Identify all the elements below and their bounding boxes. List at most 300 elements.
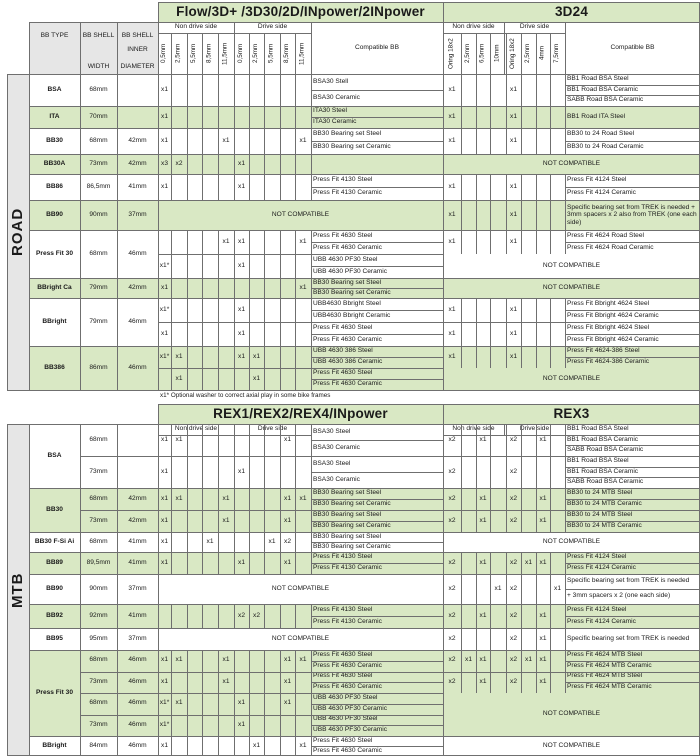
mark: x2 (448, 656, 456, 664)
mark: x2 (510, 634, 517, 642)
mark: x2 (510, 656, 517, 664)
compatible-bb: BB30 to 24 MTB Ceramic (567, 500, 642, 508)
bb-type: BBright Ca (37, 283, 72, 291)
compatible-bb: Press Fit 4124 Steel (567, 553, 627, 561)
bb-type: BB30 F-Si Ai (34, 537, 75, 545)
spacer-label: 2,5mm (174, 43, 182, 64)
mark: x1 (284, 494, 291, 502)
not-compatible: NOT COMPATIBLE (542, 741, 601, 749)
mark: x1 (525, 656, 532, 664)
road-non-drive-header: Non drive side (174, 23, 218, 31)
inner-diameter (117, 106, 158, 128)
compatible-bb: Press Fit 4630 Ceramic (313, 683, 382, 691)
mark: x2 (448, 467, 456, 475)
mark: x2 (510, 611, 517, 619)
compatible-bb: BB30 Bearing set Ceramic (313, 522, 391, 530)
spacer-label: 2,5mm (524, 43, 532, 64)
mark: x1 (448, 329, 456, 337)
mark: x2 (510, 677, 517, 685)
shell-width: 89,5mm (86, 558, 111, 566)
shell-width: 68mm (89, 494, 108, 502)
mtb-side-label: MTB (9, 572, 27, 608)
compatible-bb: BB30 Bearing set Steel (313, 130, 382, 138)
mark: x2 (448, 435, 456, 443)
bb-type: BB92 (46, 611, 63, 619)
compatible-bb: UBB4630 Bbright Ceramic (313, 311, 391, 319)
not-compatible: NOT COMPATIBLE (542, 261, 601, 269)
inner-diameter: 46mm (128, 656, 147, 664)
inner-diameter (117, 74, 158, 106)
compatible-bb: ITA30 Ceramic (313, 118, 357, 126)
shell-width: 68mm (89, 85, 108, 93)
compatible-bb: BB1 Road BSA Steel (567, 74, 629, 82)
compatible-bb: BSA30 Stell (313, 77, 349, 85)
mark: x2 (510, 516, 517, 524)
footnote: x1* Optional washer to correct axial play in some bike frames (160, 391, 331, 399)
not-compatible: NOT COMPATIBLE (542, 537, 601, 545)
compatible-bb: BSA30 Steel (313, 427, 351, 435)
inner-diameter: 46mm (128, 249, 147, 257)
inner-diameter: 37mm (128, 584, 147, 592)
mtb-non-drive-header: Non drive side (174, 425, 218, 433)
bb-type: BB30A (43, 159, 66, 167)
compatible-bb: Press Fit 4630 Ceramic (313, 335, 382, 343)
inner-diameter: 42mm (128, 494, 147, 502)
mark: x1 (448, 210, 456, 218)
compatible-bb: BB30 Bearing set Steel (313, 278, 382, 286)
compatible-bb: Press Fit Bbright 4624 Ceramic (567, 311, 659, 319)
mark: x1 (284, 699, 291, 707)
bb-type: BSA (47, 85, 62, 93)
mark: x1 (222, 677, 230, 685)
not-compatible: NOT COMPATIBLE (271, 210, 330, 218)
mark: x1 (284, 558, 291, 566)
mark: x1 (161, 136, 168, 144)
bb-type: BB89 (46, 558, 63, 566)
compatible-bb: Press Fit 4624 MTB Ceramic (567, 683, 652, 691)
compatible-bb: SABB Road BSA Ceramic (567, 446, 644, 454)
compatible-bb: SABB Road BSA Ceramic (567, 478, 644, 486)
mark: x1 (238, 182, 245, 190)
mark: x2 (448, 611, 456, 619)
mark: x1 (175, 699, 183, 707)
compatible-bb: BB30 to 24 MTB Steel (567, 511, 633, 519)
compatible-bb: UBB 4630 PF30 Steel (313, 255, 378, 263)
mark: x1 (539, 494, 547, 502)
mark: x1* (159, 352, 170, 360)
compatible-bb: Press Fit 4630 Ceramic (313, 661, 382, 669)
compatible-bb: Press Fit 4124 Ceramic (567, 617, 636, 625)
mark: x1 (510, 210, 517, 218)
spacer-label: 2,5mm (464, 43, 472, 64)
inner-diameter: 46mm (128, 317, 147, 325)
mark: x2 (510, 558, 517, 566)
mark: x1 (510, 136, 517, 144)
mark: x1 (539, 558, 547, 566)
spacer-label: 8,5mm (283, 43, 291, 64)
bb-type-header: BB TYPE (40, 31, 69, 39)
shell-width: 73mm (89, 467, 108, 475)
mark: x1 (539, 516, 547, 524)
spacer-label: 5,5mm (267, 43, 275, 64)
inner-header-1: BB SHELL (121, 31, 154, 39)
mark: x1 (448, 182, 456, 190)
spacer-label: 2,5mm (252, 43, 260, 64)
compatible-bb: BB30 to 24 Road Ceramic (567, 143, 644, 151)
shell-width: 90mm (89, 584, 108, 592)
mark: x1 (238, 558, 245, 566)
compatible-bb: Press Fit Bbright 4624 Steel (567, 323, 650, 331)
compatible-bb: Press Fit 4630 Steel (313, 672, 373, 680)
compatible-bb: UBB 4630 PF30 Ceramic (313, 704, 388, 712)
mark: x1 (539, 634, 547, 642)
bb-type: BSA (47, 451, 62, 459)
mark: x1 (448, 85, 456, 93)
mark: x2 (284, 537, 291, 545)
compatible-bb: Press Fit 4630 Ceramic (313, 380, 382, 388)
shell-width: 84mm (89, 741, 108, 749)
inner-diameter: 46mm (128, 741, 147, 749)
compatible-bb: Press Fit 4124 Steel (567, 605, 627, 613)
not-compatible: NOT COMPATIBLE (271, 584, 330, 592)
compatible-bb: Press Fit 4624 Road Steel (567, 231, 644, 239)
mark: x2 (175, 159, 183, 167)
mark: x1 (510, 85, 517, 93)
compatible-bb: Press Fit 4624 MTB Steel (567, 650, 643, 658)
mtb-rex3-title: REX3 (553, 405, 590, 421)
inner-header-2: INNER (127, 45, 148, 53)
compatible-bb: Press Fit 4124 Steel (567, 176, 627, 184)
mark: x1 (448, 237, 456, 245)
spacer-label: 11,5mm (298, 42, 306, 65)
mark: x1 (284, 656, 291, 664)
mark: x1 (448, 305, 456, 313)
mark: x3 (161, 159, 168, 167)
compatible-bb: Press Fit Bbright 4624 Ceramic (567, 335, 659, 343)
mark: x1 (161, 112, 168, 120)
not-compatible: NOT COMPATIBLE (271, 634, 330, 642)
bb-type: BB86 (46, 182, 63, 190)
mark: x1* (159, 699, 170, 707)
shell-width: 73mm (89, 516, 108, 524)
compatible-bb: ITA30 Steel (313, 107, 347, 115)
shell-width: 73mm (89, 677, 108, 685)
inner-diameter: 42mm (128, 159, 147, 167)
spacer-label: 4mm (538, 46, 546, 61)
compatible-bb: UBB 4630 386 Ceramic (313, 358, 383, 366)
compatible-bb: BSA30 Ceramic (313, 475, 360, 483)
mark: x1 (510, 112, 517, 120)
mark: x1 (479, 677, 487, 685)
compatible-bb: Specific bearing set from TREK is needed (567, 577, 690, 585)
compatible-bb: BSA30 Steel (313, 459, 351, 467)
mark: x1 (525, 558, 532, 566)
compatible-bb: Press Fit 4130 Steel (313, 553, 373, 561)
shell-width: 79mm (89, 283, 108, 291)
compatible-bb: BSA30 Ceramic (313, 93, 360, 101)
inner-diameter: 42mm (128, 516, 147, 524)
mark: x2 (448, 516, 456, 524)
mark: x1 (284, 516, 291, 524)
road-3d24-title: 3D24 (554, 3, 589, 19)
mark: x1 (299, 656, 307, 664)
bb-type: BB95 (46, 634, 63, 642)
mark: x1 (161, 677, 168, 685)
width-header: WIDTH (87, 62, 110, 70)
mark: x1 (161, 558, 168, 566)
mark: x1 (284, 677, 291, 685)
compatible-bb: BB30 Bearing set Ceramic (313, 143, 391, 151)
mark: x1 (494, 584, 502, 592)
mark: x1 (206, 537, 214, 545)
mark: x1 (161, 85, 168, 93)
inner-diameter (117, 456, 158, 488)
mark: x1 (479, 558, 487, 566)
mark: x1 (238, 329, 245, 337)
compatible-bb: BB30 Bearing set Steel (313, 489, 382, 497)
compatible-bb: Press Fit 4630 Steel (313, 323, 373, 331)
compatible-bb: Press Fit 4630 Steel (313, 369, 373, 377)
mark: x1 (479, 435, 487, 443)
bb-type: BB30 (46, 505, 63, 513)
mark: x1 (161, 283, 168, 291)
mark: x1 (479, 656, 487, 664)
inner-diameter: 41mm (128, 537, 147, 545)
compatible-bb: Press Fit 4630 Steel (313, 650, 373, 658)
mark: x1 (161, 537, 168, 545)
mark: x1 (175, 656, 183, 664)
inner-diameter: 46mm (128, 363, 147, 371)
mark: x1 (479, 494, 487, 502)
mtb-rex-title: REX1/REX2/REX4/INpower (213, 405, 388, 421)
inner-diameter (117, 424, 158, 456)
mark: x1 (539, 435, 547, 443)
mark: x1* (159, 261, 170, 269)
mark: x1 (238, 467, 245, 475)
mark: x1 (161, 467, 168, 475)
road-drive-header: Drive side (257, 23, 288, 31)
compatible-bb: Press Fit 4624 Road Ceramic (567, 243, 654, 251)
mark: x1* (159, 305, 170, 313)
compatible-bb: UBB 4630 PF30 Steel (313, 715, 378, 723)
mark: x1 (161, 741, 168, 749)
compatible-bb: Press Fit 4630 Ceramic (313, 746, 382, 754)
mark: x1 (299, 741, 307, 749)
compatible-bb: BB30 Bearing set Ceramic (313, 288, 391, 296)
mark: x1 (175, 352, 183, 360)
compatible-bb: Press Fit 4130 Steel (313, 605, 373, 613)
mark: x1 (222, 516, 230, 524)
compatible-bb: BB30 to 24 MTB Steel (567, 489, 633, 497)
compatible-bb: Press Fit 4130 Steel (313, 176, 373, 184)
mark: x1 (510, 329, 517, 337)
spacer-label: 0,5mm (237, 43, 245, 64)
inner-diameter: 46mm (128, 699, 147, 707)
mark: x1 (222, 494, 230, 502)
mark: x2 (448, 634, 456, 642)
compatible-bb: UBB 4630 386 Steel (313, 347, 373, 355)
mark: x2 (510, 467, 517, 475)
compatible-bb: Press Fit 4630 Ceramic (313, 243, 382, 251)
spacer-label: Oring 18x2 (447, 38, 455, 69)
bb-type: BB30 (46, 136, 63, 144)
compatible-bb: Specific bearing set from TREK is needed (567, 634, 690, 642)
bb-type: Press Fit 30 (35, 688, 74, 696)
spacer-label: 0,5mm (160, 43, 168, 64)
compatible-bb: BB1 Road BSA Ceramic (567, 435, 639, 443)
mark: x2 (238, 611, 245, 619)
rex3-non-drive-header: Non drive side (452, 425, 495, 433)
mark: x1 (222, 136, 230, 144)
mark: x1 (161, 329, 168, 337)
mark: x1 (510, 237, 517, 245)
mtb-drive-header: Drive side (257, 425, 288, 433)
mark: x1 (161, 656, 168, 664)
bb-shell-header: BB SHELL (82, 31, 115, 39)
road-3d24-non-drive: Non drive side (452, 23, 495, 31)
mark: x1 (299, 283, 307, 291)
shell-width: 73mm (89, 159, 108, 167)
mark: x1 (253, 352, 260, 360)
inner-diameter: 37mm (128, 634, 147, 642)
mark: x1 (299, 136, 307, 144)
inner-diameter: 42mm (128, 283, 147, 291)
bb-type: BB90 (46, 584, 63, 592)
inner-diameter: 42mm (128, 136, 147, 144)
shell-width: 86,5mm (86, 182, 111, 190)
mark: x2 (448, 677, 456, 685)
mark: x2 (448, 494, 456, 502)
mark: x1 (238, 237, 245, 245)
spacer-label: 7,5mm (553, 43, 561, 64)
shell-width: 68mm (89, 656, 108, 664)
compatible-bb: BB30 Bearing set Ceramic (313, 500, 391, 508)
mark: x1 (222, 656, 230, 664)
compatible-bb: BB1 Road BSA Ceramic (567, 467, 639, 475)
shell-width: 68mm (89, 435, 108, 443)
mark: x1 (238, 261, 245, 269)
road-side-label: ROAD (9, 207, 27, 257)
compatible-bb: Press Fit 4130 Ceramic (313, 189, 382, 197)
inner-header-3: DIAMETER (120, 62, 155, 70)
compatible-bb: BB30 to 24 MTB Ceramic (567, 522, 642, 530)
compatible-bb: BB30 to 24 Road Steel (567, 130, 635, 138)
bb-type: Press Fit 30 (35, 249, 74, 257)
mark: x1 (238, 720, 245, 728)
not-compatible: NOT COMPATIBLE (542, 283, 601, 291)
shell-width: 73mm (89, 720, 108, 728)
compatible-bb: Press Fit 4630 Steel (313, 736, 373, 744)
compatible-bb: Press Fit 4130 Ceramic (313, 617, 382, 625)
shell-width: 68mm (89, 249, 108, 257)
mark: x1 (284, 435, 291, 443)
mark: x2 (448, 584, 456, 592)
compatible-bb: Press Fit 4624 MTB Steel (567, 672, 643, 680)
compatible-bb: Press Fit 4124 Ceramic (567, 564, 636, 572)
not-compatible: NOT COMPATIBLE (542, 710, 601, 718)
mark: x2 (510, 435, 517, 443)
mark: x1 (510, 352, 517, 360)
inner-diameter: 41mm (128, 558, 147, 566)
compatible-bb: BSA30 Ceramic (313, 443, 360, 451)
mark: x1 (539, 611, 547, 619)
mark: x1 (238, 305, 245, 313)
inner-diameter: 46mm (128, 677, 147, 685)
compatible-bb: Press Fit 4124 Ceramic (567, 189, 636, 197)
compatible-bb: UBB 4630 PF30 Steel (313, 693, 378, 701)
mark: x1 (299, 494, 307, 502)
mark: x1 (448, 112, 456, 120)
shell-width: 68mm (89, 537, 108, 545)
compatible-bb: BB1 Road BSA Steel (567, 424, 629, 432)
mark: x1 (161, 516, 168, 524)
shell-width: 92mm (89, 611, 108, 619)
road-3d24-drive: Drive side (519, 23, 550, 31)
inner-diameter: 41mm (128, 611, 147, 619)
compatible-bb: UBB4630 Bbright Steel (313, 299, 381, 307)
compatible-bb: BB30 Bearing set Steel (313, 532, 382, 540)
mark: x1 (554, 584, 561, 592)
road-flow-title: Flow/3D+ /3D30/2D/INpower/2INpower (176, 3, 425, 19)
bb-type: ITA (49, 112, 60, 120)
compatible-bb: UBB 4630 PF30 Ceramic (313, 726, 388, 734)
mark: x1 (253, 741, 260, 749)
shell-width: 86mm (89, 363, 108, 371)
compatible-bb: Press Fit 4630 Steel (313, 231, 373, 239)
compatible-bb: Specific bearing set from TREK is needed + 3mm spacers x 2 also from TREK (one each side) (567, 203, 697, 226)
mark: x1 (448, 352, 456, 360)
mark: x1 (465, 656, 472, 664)
mark: x1 (539, 656, 547, 664)
compatible-bb: BB1 Road ITA Steel (567, 112, 626, 120)
bb-type: BBright (42, 741, 67, 749)
bb-type: BB386 (44, 363, 65, 371)
spacer-label: 6,5mm (478, 43, 486, 64)
compatible-bb: Press Fit 4624-386 Steel (567, 347, 640, 355)
mark: x1 (175, 435, 183, 443)
mark: x1 (253, 374, 260, 382)
inner-diameter: 46mm (128, 720, 147, 728)
mark: x1 (510, 182, 517, 190)
compatible-bb: + 3mm spacers x 2 (one each side) (567, 592, 671, 600)
inner-diameter: 41mm (128, 182, 147, 190)
mark: x1 (238, 159, 245, 167)
shell-width: 90mm (89, 210, 108, 218)
mark: x1 (479, 516, 487, 524)
road-3d24-compatible: Compatible BB (610, 43, 655, 51)
not-compatible: NOT COMPATIBLE (542, 159, 601, 167)
mark: x1 (510, 305, 517, 313)
mark: x1 (448, 136, 456, 144)
mark: x1 (268, 537, 276, 545)
mark: x1 (161, 494, 168, 502)
road-compatible-header: Compatible BB (355, 43, 399, 51)
mark: x1 (539, 677, 547, 685)
mark: x1 (299, 237, 307, 245)
compatible-bb: BB30 Bearing set Steel (313, 511, 382, 519)
compatible-bb: BB30 Bearing set Ceramic (313, 542, 391, 550)
spacer-label: 10mm (493, 44, 501, 63)
not-compatible: NOT COMPATIBLE (542, 374, 601, 382)
mark: x1 (175, 374, 183, 382)
compatible-bb: BB1 Road BSA Ceramic (567, 85, 639, 93)
mark: x1 (161, 182, 168, 190)
mark: x1 (238, 699, 245, 707)
shell-width: 68mm (89, 699, 108, 707)
mark: x1 (222, 237, 230, 245)
shell-width: 70mm (89, 112, 108, 120)
shell-width: 95mm (89, 634, 108, 642)
